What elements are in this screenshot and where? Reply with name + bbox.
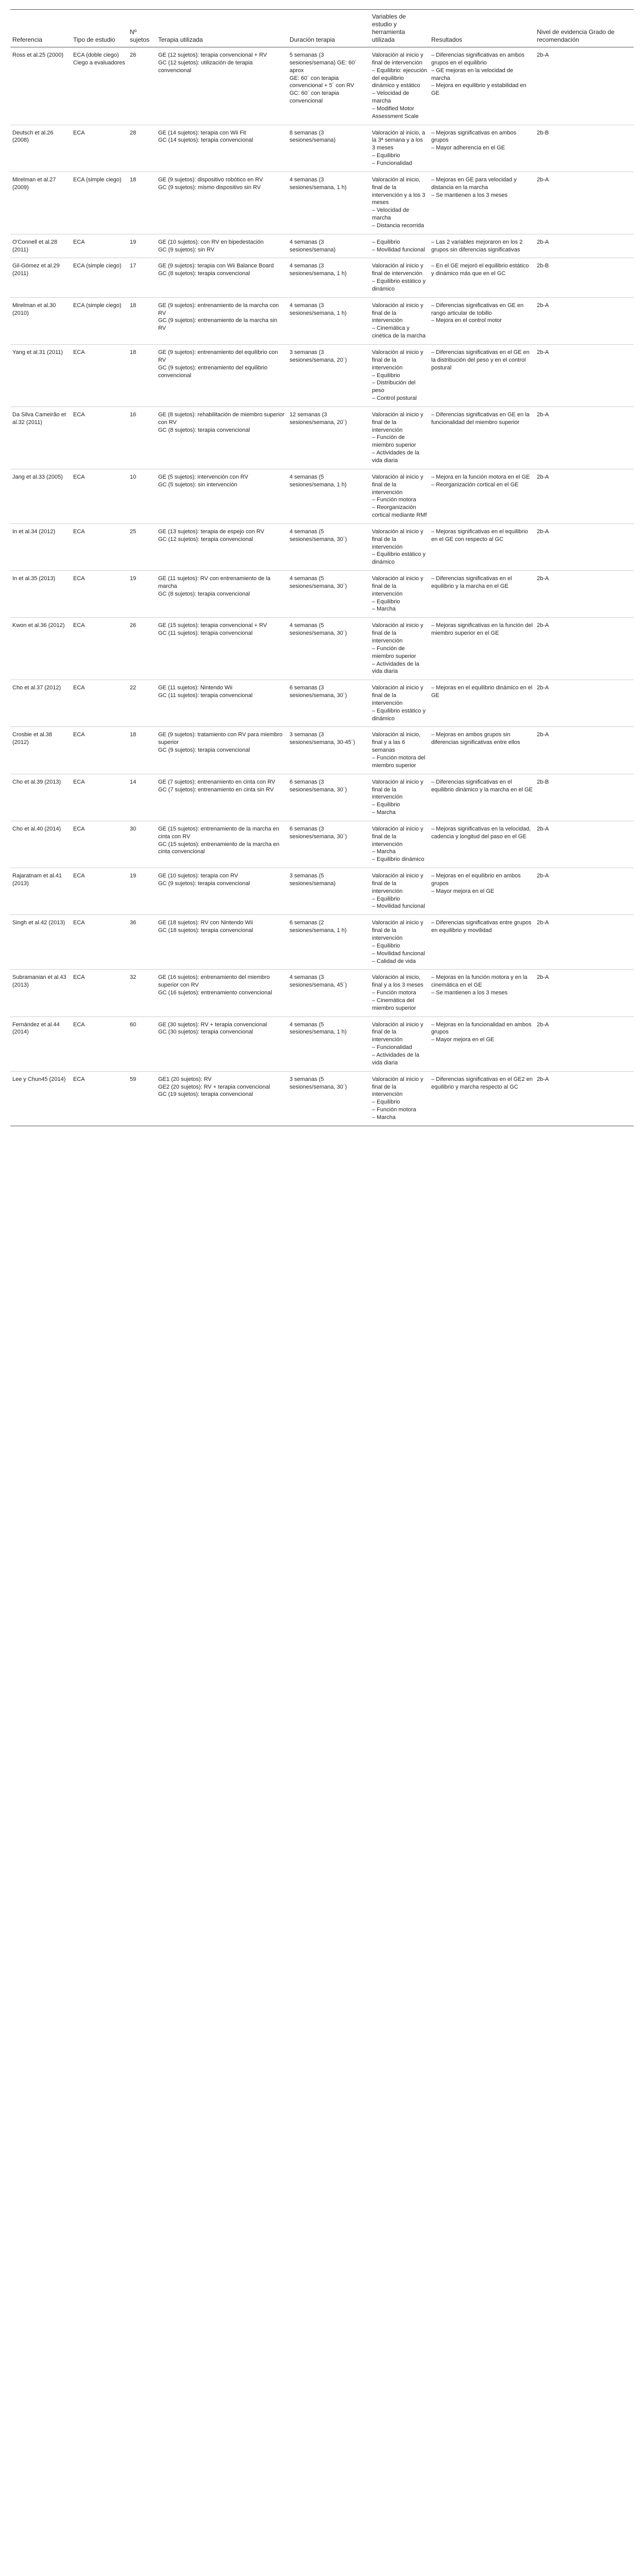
table-row bbox=[10, 297, 634, 344]
reference-cell: In et al.34 (2012) bbox=[10, 523, 71, 570]
therapy-cell: GE (14 sujetos): terapia con Wii Fit GC (14 sujetos): terapia convencional bbox=[156, 125, 287, 172]
study-type-cell: ECA bbox=[71, 727, 128, 774]
duration-cell: 6 semanas (3 sesiones/semana, 30´) bbox=[287, 680, 370, 727]
results-cell: – Mejora en la función motora en el GE – Reorganización cortical en el GE bbox=[429, 469, 535, 523]
evidence-cell: 2b-A bbox=[535, 345, 634, 407]
results-cell: – Mejoras significativas en ambos grupos – Mayor adherencia en el GE bbox=[429, 125, 535, 172]
table-row bbox=[10, 571, 634, 618]
duration-cell: 12 semanas (3 sesiones/semana, 20´) bbox=[287, 406, 370, 469]
table-row bbox=[10, 868, 634, 915]
duration-cell: 4 semanas (5 sesiones/semana, 1 h) bbox=[287, 469, 370, 523]
table-row bbox=[10, 727, 634, 774]
reference-cell: Rajaratnam et al.41 (2013) bbox=[10, 868, 71, 915]
duration-cell: 4 semanas (5 sesiones/semana, 1 h) bbox=[287, 1016, 370, 1071]
study-type-cell: ECA bbox=[71, 1016, 128, 1071]
variables-cell: Valoración al inicio y final de la intervención – Equilibrio – Marcha bbox=[370, 571, 429, 618]
reference-cell: Gil-Gómez et al.29 (2011) bbox=[10, 258, 71, 297]
variables-cell: Valoración al inicio y final de la intervención – Equilibrio estático y dinámico bbox=[370, 680, 429, 727]
therapy-cell: GE (5 sujetos): intervención con RV GC (5 sujetos): sin intervención bbox=[156, 469, 287, 523]
table-row bbox=[10, 406, 634, 469]
duration-cell: 4 semanas (3 sesiones/semana, 45´) bbox=[287, 970, 370, 1016]
duration-cell: 4 semanas (3 sesiones/semana, 1 h) bbox=[287, 172, 370, 234]
table-row bbox=[10, 1016, 634, 1071]
therapy-cell: GE (9 sujetos): terapia con Wii Balance Board GC (8 sujetos): terapia convencional bbox=[156, 258, 287, 297]
study-type-cell: ECA bbox=[71, 1071, 128, 1126]
evidence-cell: 2b-A bbox=[535, 915, 634, 970]
subjects-cell: 16 bbox=[128, 406, 156, 469]
variables-cell: Valoración al inicio y final de la intervención – Marcha – Equilibrio dinámico bbox=[370, 821, 429, 868]
study-type-cell: ECA bbox=[71, 571, 128, 618]
duration-cell: 4 semanas (3 sesiones/semana) bbox=[287, 234, 370, 258]
therapy-cell: GE (11 sujetos): Nintendo Wii GC (11 sujetos): terapia convencional bbox=[156, 680, 287, 727]
variables-cell: Valoración al inicio, final y a los 3 meses – Función motora – Cinemática del miembro superior bbox=[370, 970, 429, 1016]
table-row bbox=[10, 345, 634, 407]
subjects-cell: 25 bbox=[128, 523, 156, 570]
study-type-cell: ECA bbox=[71, 469, 128, 523]
results-cell: – En el GE mejoró el equilibrio estático y dinámico más que en el GC bbox=[429, 258, 535, 297]
therapy-cell: GE (16 sujetos): entrenamiento del miembro superior con RV GC (16 sujetos): entrenamiento convencional bbox=[156, 970, 287, 1016]
variables-cell: Valoración al inicio y final de la intervención – Función de miembro superior – Actividades de la vida diaria bbox=[370, 618, 429, 680]
reference-cell: In et al.35 (2013) bbox=[10, 571, 71, 618]
subjects-cell: 18 bbox=[128, 172, 156, 234]
reference-cell: Da Silva Cameirão et al.32 (2011) bbox=[10, 406, 71, 469]
study-type-cell: ECA (simple ciego) bbox=[71, 172, 128, 234]
header-variables: Variables de estudio y herramienta utilizada bbox=[370, 10, 429, 47]
duration-cell: 4 semanas (5 sesiones/semana, 30´) bbox=[287, 523, 370, 570]
results-cell: – Mejoras en la funcionalidad en ambos grupos – Mayor mejora en el GE bbox=[429, 1016, 535, 1071]
table-row bbox=[10, 821, 634, 868]
therapy-cell: GE (18 sujetos): RV con Nintendo Wii GC (18 sujetos): terapia convencional bbox=[156, 915, 287, 970]
results-cell: – Diferencias significativas en GE en la funcionalidad del miembro superior bbox=[429, 406, 535, 469]
variables-cell: Valoración al inicio y final de intervención – Equilibrio: ejecución del equilibrio dinámico y estático – Velocidad de marcha – Modified Motor Assessment Scale bbox=[370, 47, 429, 125]
therapy-cell: GE (15 sujetos): entrenamiento de la marcha en cinta con RV GC (15 sujetos): entrenamiento de la marcha en cinta convencional bbox=[156, 821, 287, 868]
subjects-cell: 17 bbox=[128, 258, 156, 297]
reference-cell: Cho et al.37 (2012) bbox=[10, 680, 71, 727]
reference-cell: Subramanian et al.43 (2013) bbox=[10, 970, 71, 1016]
duration-cell: 4 semanas (3 sesiones/semana, 1 h) bbox=[287, 258, 370, 297]
variables-cell: Valoración al inicio, final y a las 6 semanas – Función motora del miembro superior bbox=[370, 727, 429, 774]
therapy-cell: GE1 (20 sujetos): RV GE2 (20 sujetos): RV + terapia convencional GC (19 sujetos): terapia convencional bbox=[156, 1071, 287, 1126]
header-duracion: Duración terapia bbox=[287, 10, 370, 47]
reference-cell: Kwon et al.36 (2012) bbox=[10, 618, 71, 680]
table-row bbox=[10, 258, 634, 297]
evidence-cell: 2b-A bbox=[535, 469, 634, 523]
results-cell: – Mejoras significativas en la velocidad, cadencia y longitud del paso en el GE bbox=[429, 821, 535, 868]
evidence-cell: 2b-B bbox=[535, 125, 634, 172]
table-row bbox=[10, 469, 634, 523]
variables-cell: Valoración al inicio y final de la intervención – Funcionalidad – Actividades de la vida diaria bbox=[370, 1016, 429, 1071]
evidence-cell: 2b-A bbox=[535, 970, 634, 1016]
evidence-cell: 2b-A bbox=[535, 234, 634, 258]
therapy-cell: GE (9 sujetos): tratamiento con RV para miembro superior GC (9 sujetos): terapia convencional bbox=[156, 727, 287, 774]
table-row bbox=[10, 618, 634, 680]
evidence-cell: 2b-B bbox=[535, 258, 634, 297]
therapy-cell: GE (9 sujetos): entrenamiento del equilibrio con RV GC (9 sujetos): entrenamiento del equilibrio convencional bbox=[156, 345, 287, 407]
duration-cell: 4 semanas (5 sesiones/semana, 30´) bbox=[287, 618, 370, 680]
evidence-cell: 2b-A bbox=[535, 727, 634, 774]
table-row bbox=[10, 523, 634, 570]
duration-cell: 8 semanas (3 sesiones/semana) bbox=[287, 125, 370, 172]
study-type-cell: ECA bbox=[71, 821, 128, 868]
study-type-cell: ECA bbox=[71, 406, 128, 469]
subjects-cell: 18 bbox=[128, 297, 156, 344]
variables-cell: Valoración al inicio, final de la intervención y a los 3 meses – Velocidad de marcha – Distancia recorrida bbox=[370, 172, 429, 234]
header-sujetos: Nº sujetos bbox=[128, 10, 156, 47]
evidence-cell: 2b-A bbox=[535, 297, 634, 344]
therapy-cell: GE (11 sujetos): RV con entrenamiento de la marcha GC (8 sujetos): terapia convencional bbox=[156, 571, 287, 618]
reference-cell: Singh et al.42 (2013) bbox=[10, 915, 71, 970]
variables-cell: Valoración al inicio y final de la intervención – Equilibrio estático y dinámico bbox=[370, 523, 429, 570]
study-type-cell: ECA (doble ciego) Ciego a evaluadores bbox=[71, 47, 128, 125]
table-row bbox=[10, 1071, 634, 1126]
table-row bbox=[10, 234, 634, 258]
results-cell: – Mejoras significativas en la función del miembro superior en el GE bbox=[429, 618, 535, 680]
results-cell: – Diferencias significativas entre grupos en equilibrio y movilidad bbox=[429, 915, 535, 970]
evidence-table bbox=[10, 9, 634, 1126]
results-cell: – Diferencias significativas en el equilibrio dinámico y la marcha en el GE bbox=[429, 774, 535, 821]
variables-cell: Valoración al inicio y final de la intervención – Equilibrio – Distribución del peso – Control postural bbox=[370, 345, 429, 407]
variables-cell: Valoración al inicio y final de la intervención – Cinemática y cinética de la marcha bbox=[370, 297, 429, 344]
reference-cell: Cho et al.39 (2013) bbox=[10, 774, 71, 821]
subjects-cell: 30 bbox=[128, 821, 156, 868]
reference-cell: Jang et al.33 (2005) bbox=[10, 469, 71, 523]
variables-cell: Valoración al inicio y final de la intervención – Equilibrio – Movilidad funcional bbox=[370, 868, 429, 915]
therapy-cell: GE (10 sujetos): terapia con RV GC (9 sujetos): terapia convencional bbox=[156, 868, 287, 915]
header-nivel-evidencia: Nivel de evidencia Grado de recomendación bbox=[535, 10, 634, 47]
evidence-cell: 2b-A bbox=[535, 821, 634, 868]
subjects-cell: 26 bbox=[128, 47, 156, 125]
therapy-cell: GE (15 sujetos): terapia convencional + RV GC (11 sujetos): terapia convencional bbox=[156, 618, 287, 680]
subjects-cell: 19 bbox=[128, 571, 156, 618]
results-cell: – Las 2 variables mejoraron en los 2 grupos sin diferencias significativas bbox=[429, 234, 535, 258]
subjects-cell: 18 bbox=[128, 345, 156, 407]
reference-cell: Deutsch et al.26 (2008) bbox=[10, 125, 71, 172]
therapy-cell: GE (8 sujetos): rehabilitación de miembro superior con RV GC (8 sujetos): terapia convencional bbox=[156, 406, 287, 469]
duration-cell: 6 semanas (2 sesiones/semana, 1 h) bbox=[287, 915, 370, 970]
variables-cell: Valoración al inicio y final de intervención – Equilibrio estático y dinámico bbox=[370, 258, 429, 297]
results-cell: – Mejoras en el equilibrio dinámico en el GE bbox=[429, 680, 535, 727]
subjects-cell: 60 bbox=[128, 1016, 156, 1071]
evidence-cell: 2b-A bbox=[535, 571, 634, 618]
results-cell: – Mejoras significativas en el equilibrio en el GE con respecto al GC bbox=[429, 523, 535, 570]
results-cell: – Diferencias significativas en el GE en la distribución del peso y en el control postural bbox=[429, 345, 535, 407]
subjects-cell: 14 bbox=[128, 774, 156, 821]
variables-cell: – Equilibrio – Movilidad funcional bbox=[370, 234, 429, 258]
variables-cell: Valoración al inicio, a la 3ª semana y a los 3 meses – Equilibrio – Funcionalidad bbox=[370, 125, 429, 172]
reference-cell: O'Connell et al.28 (2011) bbox=[10, 234, 71, 258]
study-type-cell: ECA bbox=[71, 868, 128, 915]
evidence-cell: 2b-A bbox=[535, 1016, 634, 1071]
reference-cell: Fernández et al.44 (2014) bbox=[10, 1016, 71, 1071]
subjects-cell: 26 bbox=[128, 618, 156, 680]
therapy-cell: GE (13 sujetos): terapia de espejo con RV GC (12 sujetos): terapia convencional bbox=[156, 523, 287, 570]
table-body bbox=[10, 47, 634, 1126]
evidence-cell: 2b-B bbox=[535, 774, 634, 821]
results-cell: – Mejoras en el equilibrio en ambos grupos – Mayor mejora en el GE bbox=[429, 868, 535, 915]
table-row bbox=[10, 970, 634, 1016]
study-type-cell: ECA bbox=[71, 523, 128, 570]
table-row bbox=[10, 47, 634, 125]
header-tipo-estudio: Tipo de estudio bbox=[71, 10, 128, 47]
table-row bbox=[10, 125, 634, 172]
duration-cell: 3 semanas (5 sesiones/semana) bbox=[287, 868, 370, 915]
study-type-cell: ECA bbox=[71, 125, 128, 172]
results-cell: – Diferencias significativas en GE en rango articular de tobillo – Mejora en el control motor bbox=[429, 297, 535, 344]
table-row bbox=[10, 915, 634, 970]
header-terapia: Terapia utilizada bbox=[156, 10, 287, 47]
variables-cell: Valoración al inicio y final de la intervención – Equilibrio – Movilidad funcional – Calidad de vida bbox=[370, 915, 429, 970]
reference-cell: Ross et al.25 (2000) bbox=[10, 47, 71, 125]
table-header-row bbox=[10, 10, 634, 47]
duration-cell: 4 semanas (3 sesiones/semana, 1 h) bbox=[287, 297, 370, 344]
duration-cell: 6 semanas (3 sesiones/semana, 30´) bbox=[287, 821, 370, 868]
header-resultados: Resultados bbox=[429, 10, 535, 47]
results-cell: – Mejoras en la función motora y en la cinemática en el GE – Se mantienen a los 3 meses bbox=[429, 970, 535, 1016]
results-cell: – Diferencias significativas en el GE2 en equilibrio y marcha respecto al GC bbox=[429, 1071, 535, 1126]
evidence-cell: 2b-A bbox=[535, 868, 634, 915]
study-type-cell: ECA (simple ciego) bbox=[71, 297, 128, 344]
reference-cell: Mirelman et al.30 (2010) bbox=[10, 297, 71, 344]
duration-cell: 4 semanas (5 sesiones/semana, 30´) bbox=[287, 571, 370, 618]
therapy-cell: GE (10 sujetos): con RV en bipedestación GC (9 sujetos): sin RV bbox=[156, 234, 287, 258]
subjects-cell: 59 bbox=[128, 1071, 156, 1126]
header-referencia: Referencia bbox=[10, 10, 71, 47]
evidence-cell: 2b-A bbox=[535, 618, 634, 680]
evidence-cell: 2b-A bbox=[535, 680, 634, 727]
results-cell: – Mejoras en GE para velocidad y distancia en la marcha – Se mantienen a los 3 meses bbox=[429, 172, 535, 234]
duration-cell: 3 semanas (5 sesiones/semana, 30´) bbox=[287, 1071, 370, 1126]
results-cell: – Diferencias significativas en el equilibrio y la marcha en el GE bbox=[429, 571, 535, 618]
study-type-cell: ECA bbox=[71, 970, 128, 1016]
therapy-cell: GE (12 sujetos): terapia convencional + RV GC (12 sujetos): utilización de terapia convencional bbox=[156, 47, 287, 125]
subjects-cell: 22 bbox=[128, 680, 156, 727]
subjects-cell: 19 bbox=[128, 234, 156, 258]
subjects-cell: 28 bbox=[128, 125, 156, 172]
evidence-cell: 2b-A bbox=[535, 1071, 634, 1126]
evidence-cell: 2b-A bbox=[535, 47, 634, 125]
table-row bbox=[10, 680, 634, 727]
variables-cell: Valoración al inicio y final de la intervención – Equilibrio – Función motora – Marcha bbox=[370, 1071, 429, 1126]
study-type-cell: ECA bbox=[71, 234, 128, 258]
variables-cell: Valoración al inicio y final de la intervención – Función de miembro superior – Actividades de la vida diaria bbox=[370, 406, 429, 469]
variables-cell: Valoración al inicio y final de la intervención – Equilibrio – Marcha bbox=[370, 774, 429, 821]
evidence-cell: 2b-A bbox=[535, 523, 634, 570]
duration-cell: 3 semanas (3 sesiones/semana, 20´) bbox=[287, 345, 370, 407]
duration-cell: 5 semanas (3 sesiones/semana) GE: 60´ aprox GE: 60´ con terapia convencional + 5´ con RV GC: 60´ con terapia convencional bbox=[287, 47, 370, 125]
subjects-cell: 18 bbox=[128, 727, 156, 774]
therapy-cell: GE (9 sujetos): dispositivo robótico en RV GC (9 sujetos): mismo dispositivo sin RV bbox=[156, 172, 287, 234]
subjects-cell: 19 bbox=[128, 868, 156, 915]
subjects-cell: 10 bbox=[128, 469, 156, 523]
therapy-cell: GE (7 sujetos): entrenamiento en cinta con RV GC (7 sujetos): entrenamiento en cinta sin RV bbox=[156, 774, 287, 821]
duration-cell: 3 semanas (3 sesiones/semana, 30-45´) bbox=[287, 727, 370, 774]
reference-cell: Crosbie et al.38 (2012) bbox=[10, 727, 71, 774]
evidence-cell: 2b-A bbox=[535, 172, 634, 234]
study-type-cell: ECA (simple ciego) bbox=[71, 258, 128, 297]
study-type-cell: ECA bbox=[71, 915, 128, 970]
therapy-cell: GE (9 sujetos): entrenamiento de la marcha con RV GC (9 sujetos): entrenamiento de la marcha sin RV bbox=[156, 297, 287, 344]
reference-cell: Mirelman et al.27 (2009) bbox=[10, 172, 71, 234]
study-type-cell: ECA bbox=[71, 680, 128, 727]
subjects-cell: 32 bbox=[128, 970, 156, 1016]
variables-cell: Valoración al inicio y final de la intervención – Función motora – Reorganización cortical mediante RMf bbox=[370, 469, 429, 523]
table-row bbox=[10, 172, 634, 234]
study-type-cell: ECA bbox=[71, 618, 128, 680]
therapy-cell: GE (30 sujetos): RV + terapia convencional GC (30 sujetos): terapia convencional bbox=[156, 1016, 287, 1071]
results-cell: – Diferencias significativas en ambos grupos en el equilibrio – GE mejoras en la velocidad de marcha – Mejora en equilibrio y estabilidad en GE bbox=[429, 47, 535, 125]
reference-cell: Lee y Chun45 (2014) bbox=[10, 1071, 71, 1126]
results-cell: – Mejoras en ambos grupos sin diferencias significativas entre ellos bbox=[429, 727, 535, 774]
duration-cell: 6 semanas (3 sesiones/semana, 30´) bbox=[287, 774, 370, 821]
reference-cell: Cho et al.40 (2014) bbox=[10, 821, 71, 868]
study-type-cell: ECA bbox=[71, 774, 128, 821]
evidence-cell: 2b-A bbox=[535, 406, 634, 469]
reference-cell: Yang et al.31 (2011) bbox=[10, 345, 71, 407]
subjects-cell: 36 bbox=[128, 915, 156, 970]
study-type-cell: ECA bbox=[71, 345, 128, 407]
table-row bbox=[10, 774, 634, 821]
